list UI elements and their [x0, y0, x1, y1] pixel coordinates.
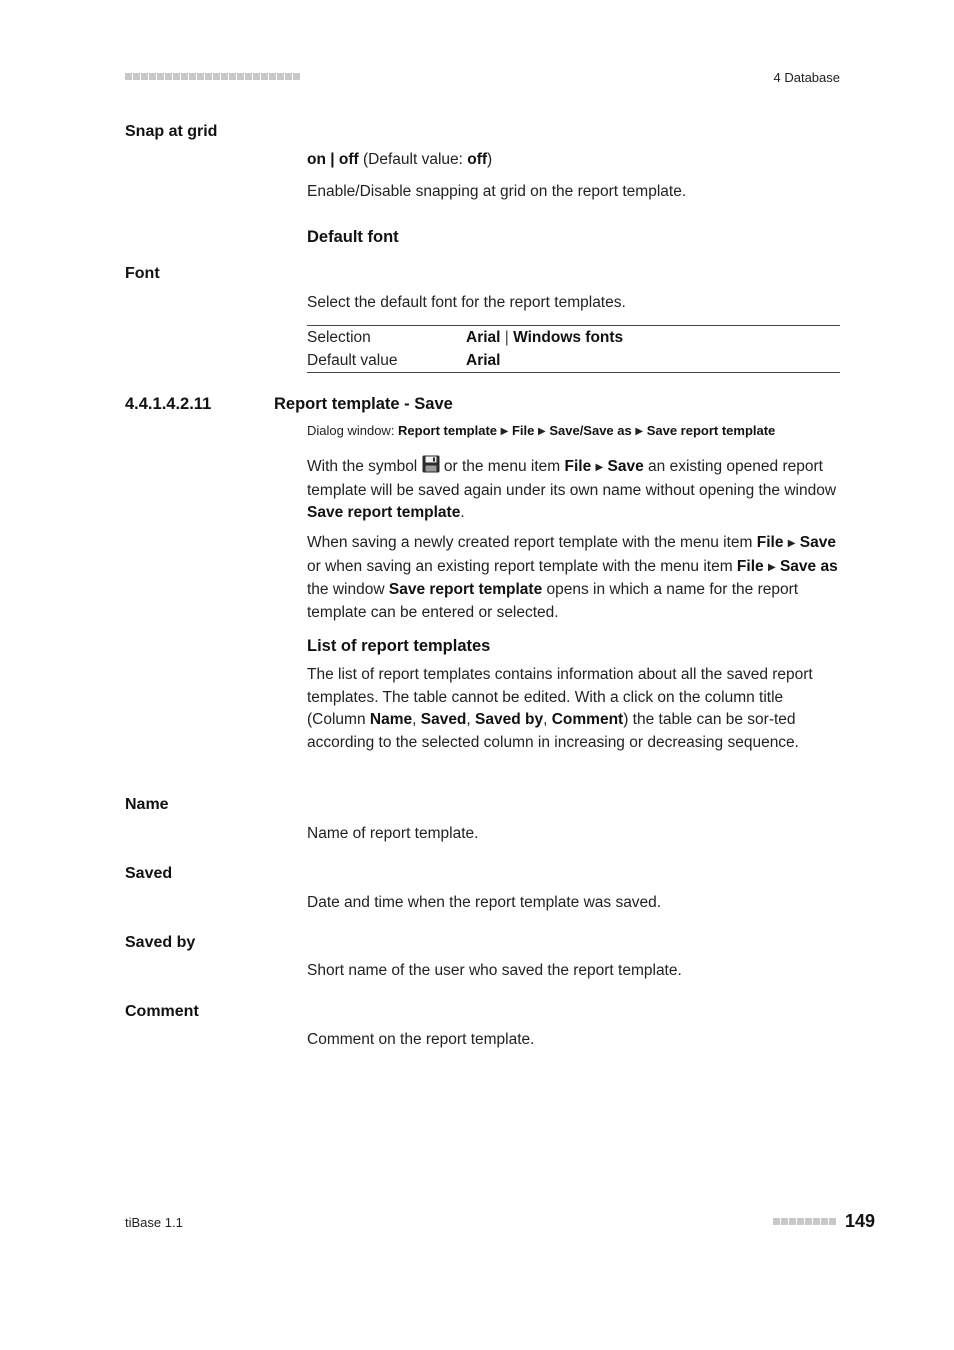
- term-comment: Comment: [125, 1003, 199, 1020]
- selection-values: [466, 326, 840, 349]
- column-name-ref: Name: [369, 711, 413, 729]
- arrow-right-icon: ▶: [767, 561, 776, 573]
- floppy-disk-icon: [422, 455, 440, 473]
- menu-save: Save: [607, 458, 644, 475]
- table-row: [307, 326, 840, 349]
- comment-description: Comment on the report template.: [307, 1031, 535, 1048]
- section-title: Report template - Save: [274, 395, 453, 413]
- text: .: [460, 504, 465, 522]
- text: ,: [543, 711, 552, 729]
- saved-description: Date and time when the report template was saved.: [307, 894, 662, 911]
- dialog-path-step: Save report template: [646, 423, 776, 438]
- menu-save-as: Save as: [779, 557, 838, 575]
- page-number: 149: [845, 1211, 876, 1231]
- text: or the menu item: [439, 458, 565, 475]
- text: ) the table can be sor-ted according to the selected column in increasing or decreasing sequence.: [307, 711, 799, 751]
- text: With the symbol: [307, 458, 422, 475]
- text: opens in which a name for the report template can be entered or selected.: [307, 581, 799, 621]
- text: ,: [466, 711, 476, 729]
- column-saved-by-ref: Saved by: [475, 711, 544, 729]
- snap-at-grid-options: [307, 149, 492, 172]
- dialog-path-step: Report template: [398, 423, 498, 438]
- arrow-right-icon: ▶: [635, 426, 644, 437]
- selection-option-windows-fonts: Windows fonts: [513, 328, 624, 346]
- default-suffix: ): [487, 151, 493, 168]
- default-value-label: Default value: [307, 351, 398, 369]
- term-saved-by: Saved by: [125, 934, 196, 951]
- text: an existing opened report template will be saved again under its own name without opening the window: [307, 458, 837, 499]
- dialog-path-step: Save/Save as: [549, 423, 632, 438]
- term-name: Name: [125, 796, 169, 813]
- text: When saving a newly created report template with the menu item: [307, 534, 757, 551]
- arrow-right-icon: ▶: [538, 426, 546, 437]
- saved-by-description: Short name of the user who saved the report template.: [307, 962, 682, 979]
- window-save-report-template: Save report template: [388, 581, 543, 599]
- table-row: [307, 349, 840, 372]
- default-value-value: Arial: [466, 351, 501, 369]
- font-description: Select the default font for the report templates.: [307, 294, 626, 311]
- default-value: off: [467, 151, 488, 168]
- term-saved: Saved: [125, 865, 173, 882]
- dialog-path: [307, 423, 775, 438]
- column-comment-ref: Comment: [551, 711, 624, 729]
- default-prefix: (Default value:: [358, 151, 468, 168]
- column-saved-ref: Saved: [420, 711, 467, 729]
- header-decoration: [125, 73, 300, 80]
- option-separator: |: [325, 151, 339, 168]
- text: ,: [412, 711, 421, 729]
- dialog-path-step: File: [511, 423, 535, 438]
- snap-at-grid-description: Enable/Disable snapping at grid on the report template.: [307, 183, 687, 200]
- footer-decoration: [773, 1218, 836, 1225]
- window-save-report-template: Save report template: [307, 504, 461, 522]
- menu-file: File: [564, 458, 592, 475]
- product-version: tiBase 1.1: [125, 1215, 183, 1230]
- name-description: Name of report template.: [307, 825, 479, 842]
- option-off: off: [338, 151, 359, 168]
- menu-file: File: [736, 557, 764, 575]
- default-font-heading: Default font: [307, 228, 399, 246]
- chapter-title: 4 Database: [773, 70, 840, 85]
- section-number: 4.4.1.4.2.11: [125, 395, 212, 413]
- dialog-prefix: Dialog window:: [307, 423, 399, 438]
- paragraph-save-intro: [307, 455, 842, 525]
- selection-label: Selection: [307, 328, 371, 346]
- text: the window: [307, 581, 389, 599]
- list-heading: List of report templates: [307, 637, 491, 655]
- list-description: [307, 664, 842, 754]
- selection-separator: |: [500, 328, 514, 346]
- paragraph-save-new: [307, 532, 842, 624]
- arrow-right-icon: ▶: [787, 538, 796, 549]
- font-parameter-table: [307, 325, 840, 373]
- selection-option-arial: Arial: [466, 328, 501, 346]
- text: or when saving an existing report template with the menu item: [307, 557, 737, 575]
- term-font: Font: [125, 265, 160, 282]
- menu-file: File: [756, 534, 784, 551]
- text: The list of report templates contains information about all the saved report templates. The table cannot be edited. With a click on the column title (Column: [307, 666, 813, 729]
- option-on: on: [307, 151, 326, 168]
- term-snap-at-grid: Snap at grid: [125, 123, 218, 140]
- menu-save: Save: [799, 534, 836, 551]
- arrow-right-icon: ▶: [595, 462, 604, 473]
- arrow-right-icon: ▶: [500, 426, 509, 437]
